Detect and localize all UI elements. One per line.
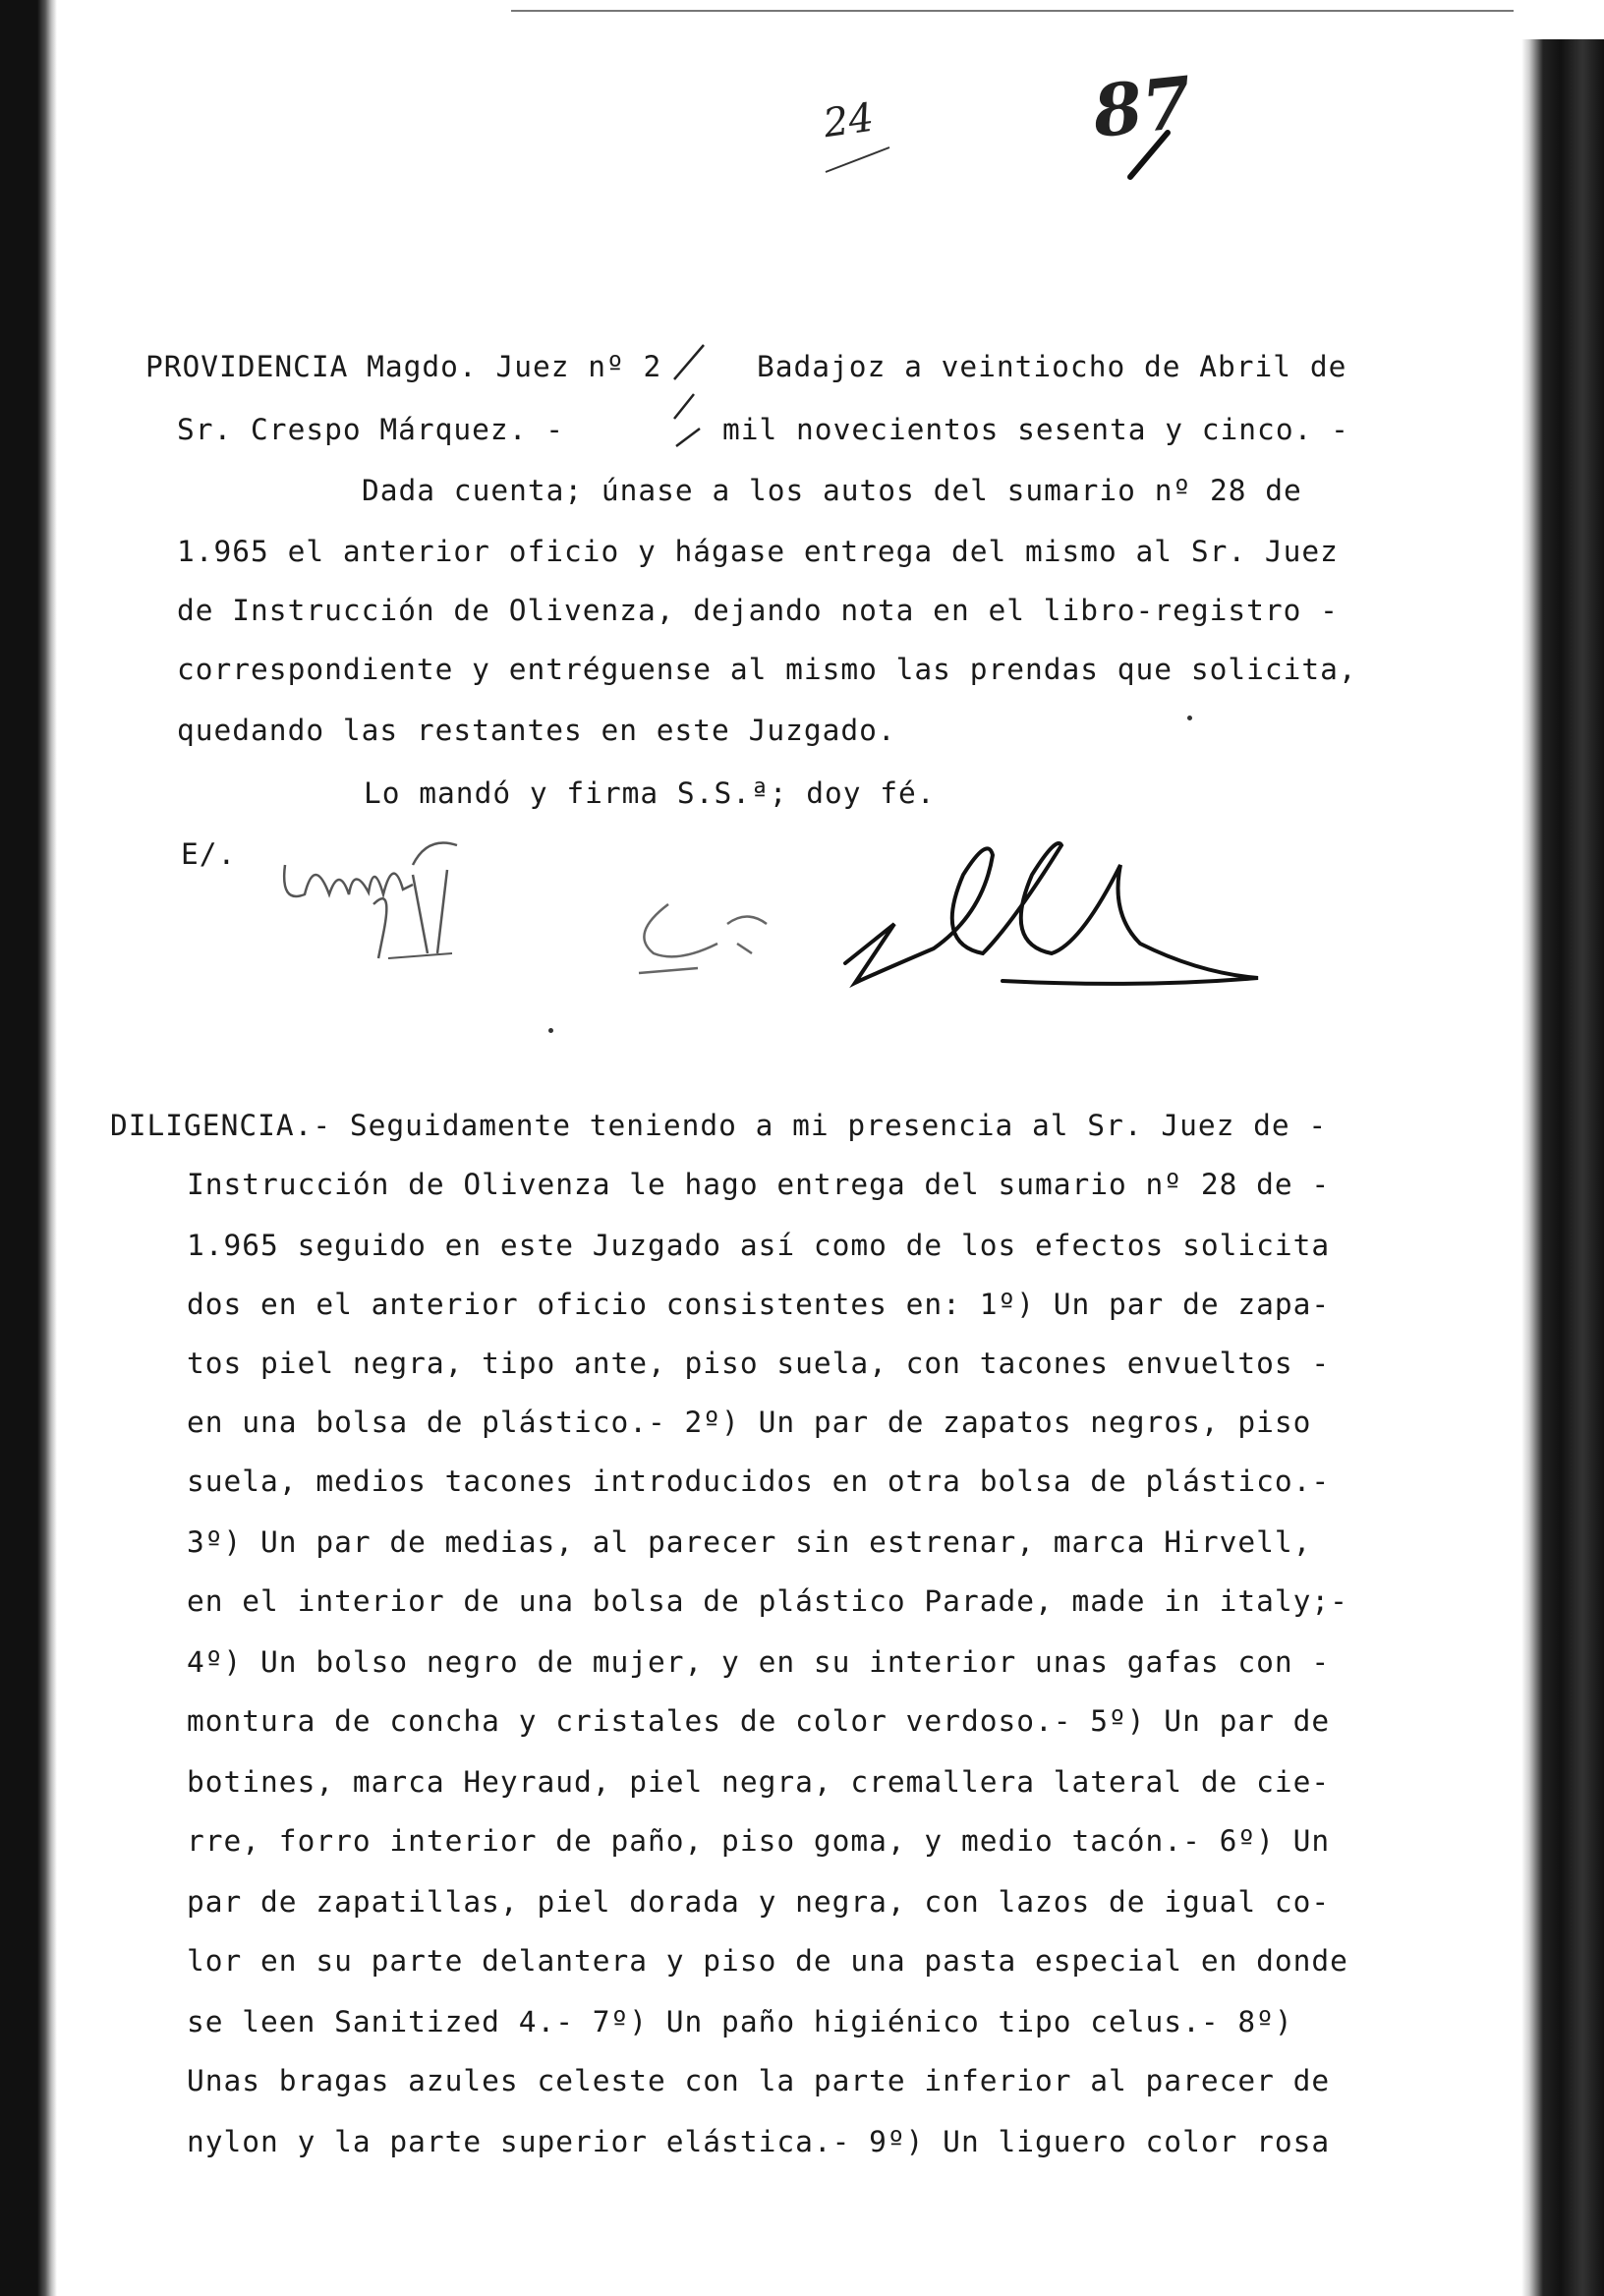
scan-edge-right [1521,39,1604,2296]
folio-small-underline [821,138,899,177]
header-right-line-1: Badajoz a veintiocho de Abril de [757,350,1347,383]
diligencia-line: botines, marca Heyraud, piel negra, cremallera lateral de cie- [187,1765,1331,1799]
handwritten-signatures [256,816,1297,993]
diligencia-line: montura de concha y cristales de color verdoso.- 5º) Un par de [187,1704,1331,1738]
header-left-line-1: PROVIDENCIA Magdo. Juez nº 2 [145,350,662,383]
folio-large-slash [1120,128,1179,187]
diligencia-line: en una bolsa de plástico.- 2º) Un par de zapatos negros, piso [187,1406,1312,1439]
providencia-body-line: Dada cuenta; únase a los autos del sumario nº 28 de [362,474,1302,507]
providencia-body-line: de Instrucción de Olivenza, dejando nota en el libro-registro - [177,594,1339,627]
folio-small-annotation: 24 [821,94,877,147]
diligencia-line: dos en el anterior oficio consistentes en: 1º) Un par de zapa- [187,1288,1331,1321]
diligencia-line: rre, forro interior de paño, piso goma, y medio tacón.- 6º) Un [187,1824,1331,1858]
top-rule [511,10,1514,12]
ink-speck [1187,716,1192,720]
diligencia-line: se leen Sanitized 4.- 7º) Un paño higiénico tipo celus.- 8º) [187,2005,1293,2038]
header-divider-slash [664,340,714,448]
ink-speck [548,1028,553,1033]
diligencia-line: 3º) Un par de medias, al parecer sin estrenar, marca Hirvell, [187,1525,1312,1559]
providencia-body-line: quedando las restantes en este Juzgado. [177,714,896,747]
diligencia-line: 1.965 seguido en este Juzgado así como de los efectos solicita [187,1229,1331,1262]
diligencia-line: Unas bragas azules celeste con la parte inferior al parecer de [187,2064,1331,2097]
providencia-initial: E/. [181,837,237,871]
folio-large-annotation: 87 [1088,59,1196,154]
diligencia-line: DILIGENCIA.- Seguidamente teniendo a mi presencia al Sr. Juez de - [110,1109,1328,1142]
scan-edge-left [0,0,57,2296]
diligencia-line: Instrucción de Olivenza le hago entrega del sumario nº 28 de - [187,1168,1331,1201]
diligencia-line: lor en su parte delantera y piso de una pasta especial en donde [187,1944,1348,1978]
header-right-line-2: mil novecientos sesenta y cinco. - [722,413,1349,446]
header-left-line-2: Sr. Crespo Márquez. - [177,413,564,446]
diligencia-line: 4º) Un bolso negro de mujer, y en su interior unas gafas con - [187,1645,1331,1679]
diligencia-line: nylon y la parte superior elástica.- 9º) Un liguero color rosa [187,2125,1331,2158]
diligencia-line: suela, medios tacones introducidos en otra bolsa de plástico.- [187,1464,1331,1498]
diligencia-line: par de zapatillas, piel dorada y negra, con lazos de igual co- [187,1885,1331,1919]
providencia-body-line: 1.965 el anterior oficio y hágase entrega del mismo al Sr. Juez [177,535,1339,568]
providencia-body-line: correspondiente y entréguense al mismo las prendas que solicita, [177,653,1357,686]
diligencia-line: en el interior de una bolsa de plástico Parade, made in italy;- [187,1584,1348,1618]
diligencia-line: tos piel negra, tipo ante, piso suela, con tacones envueltos - [187,1347,1331,1380]
providencia-closing: Lo mandó y firma S.S.ª; doy fé. [364,776,936,810]
